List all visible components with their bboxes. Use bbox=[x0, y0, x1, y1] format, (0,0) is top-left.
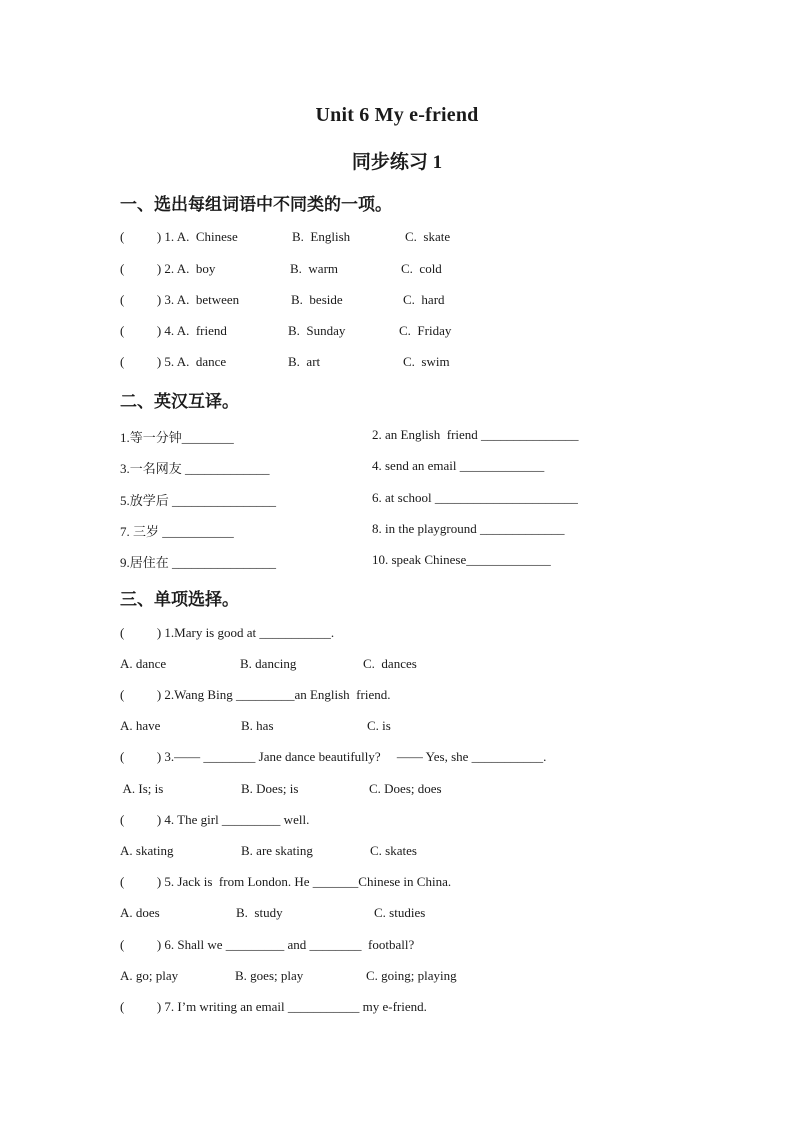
s1-q5-stem: ( ) 5. A. dance bbox=[120, 354, 227, 369]
s3-q2-option-a: A. have bbox=[120, 718, 161, 733]
s3-q1-option-a: A. dance bbox=[120, 656, 167, 671]
section-heading-1: 一、选出每组词语中不同类的一项。 bbox=[120, 195, 392, 215]
s3-q4-option-c: C. skates bbox=[370, 843, 417, 858]
s3-q1-option-b: B. dancing bbox=[240, 656, 297, 671]
s1-q1-stem: ( ) 1. A. Chinese bbox=[120, 229, 238, 244]
s3-q5-option-b: B. study bbox=[236, 905, 283, 920]
s3-q6-option-c: C. going; playing bbox=[366, 968, 457, 983]
s1-q1-option-b: B. English bbox=[292, 229, 351, 244]
page-title: Unit 6 My e-friend bbox=[315, 104, 479, 126]
s3-q5-option-c: C. studies bbox=[374, 905, 426, 920]
s1-q2-stem: ( ) 2. A. boy bbox=[120, 261, 216, 276]
s3-q6-option-a: A. go; play bbox=[120, 968, 179, 983]
s1-q4-option-c: C. Friday bbox=[399, 323, 452, 338]
section-heading-2: 二、英汉互译。 bbox=[120, 392, 239, 412]
s2-item-1: 1.等一分钟________ bbox=[120, 430, 234, 445]
s3-q3-option-c: C. Does; does bbox=[369, 781, 442, 796]
page-subtitle: 同步练习 1 bbox=[351, 152, 443, 173]
s1-q4-option-b: B. Sunday bbox=[288, 323, 346, 338]
s1-q5-option-b: B. art bbox=[288, 354, 321, 369]
s3-q3-option-b: B. Does; is bbox=[241, 781, 299, 796]
s3-q7-stem: ( ) 7. I’m writing an email ___________ my e-friend. bbox=[120, 999, 427, 1014]
s1-q3-stem: ( ) 3. A. between bbox=[120, 292, 240, 307]
s2-item-4: 4. send an email _____________ bbox=[372, 458, 545, 473]
s3-q2-option-b: B. has bbox=[241, 718, 274, 733]
s3-q1-stem: ( ) 1.Mary is good at ___________. bbox=[120, 625, 335, 640]
s1-q2-option-b: B. warm bbox=[290, 261, 339, 276]
section-heading-3: 三、单项选择。 bbox=[120, 590, 239, 610]
s2-item-7: 7. 三岁 ___________ bbox=[120, 524, 234, 539]
s1-q3-option-c: C. hard bbox=[403, 292, 445, 307]
s1-q2-option-c: C. cold bbox=[401, 261, 442, 276]
s2-item-5: 5.放学后 ________________ bbox=[120, 493, 277, 508]
s1-q3-option-b: B. beside bbox=[291, 292, 343, 307]
s3-q6-stem: ( ) 6. Shall we _________ and ________ football? bbox=[120, 937, 415, 952]
s3-q3-option-a: A. Is; is bbox=[120, 781, 164, 796]
s2-item-9: 9.居住在 ________________ bbox=[120, 555, 277, 570]
s2-item-10: 10. speak Chinese_____________ bbox=[372, 552, 551, 567]
s2-item-6: 6. at school ______________________ bbox=[372, 490, 578, 505]
s1-q1-option-c: C. skate bbox=[405, 229, 451, 244]
s2-item-2: 2. an English friend _______________ bbox=[372, 427, 579, 442]
s3-q3-stem: ( ) 3.—— ________ Jane dance beautifully? —— Yes, she ___________. bbox=[120, 749, 547, 764]
s3-q4-option-a: A. skating bbox=[120, 843, 174, 858]
s3-q6-option-b: B. goes; play bbox=[235, 968, 304, 983]
s3-q4-stem: ( ) 4. The girl _________ well. bbox=[120, 812, 310, 827]
s3-q2-option-c: C. is bbox=[367, 718, 391, 733]
s1-q5-option-c: C. swim bbox=[403, 354, 450, 369]
s3-q4-option-b: B. are skating bbox=[241, 843, 313, 858]
s3-q5-option-a: A. does bbox=[120, 905, 160, 920]
s3-q2-stem: ( ) 2.Wang Bing _________an English friend. bbox=[120, 687, 391, 702]
s2-item-3: 3.一名网友 _____________ bbox=[120, 461, 270, 476]
s2-item-8: 8. in the playground _____________ bbox=[372, 521, 565, 536]
s1-q4-stem: ( ) 4. A. friend bbox=[120, 323, 227, 338]
s3-q5-stem: ( ) 5. Jack is from London. He _______Chinese in China. bbox=[120, 874, 452, 889]
s3-q1-option-c: C. dances bbox=[363, 656, 417, 671]
